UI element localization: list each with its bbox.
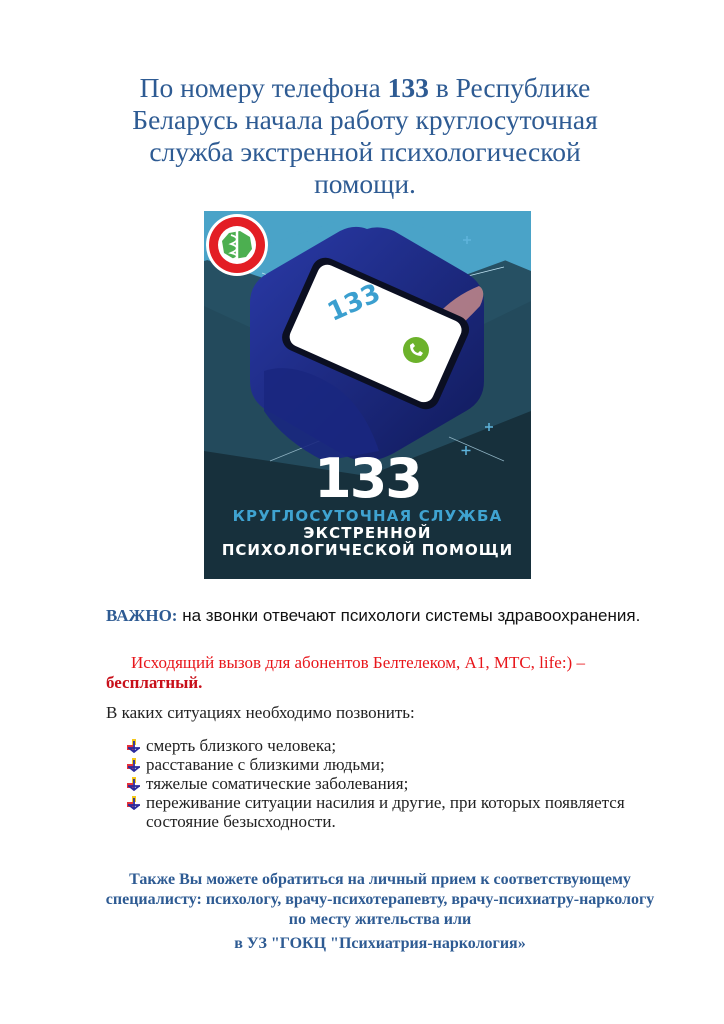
poster-line-1: КРУГЛОСУТОЧНАЯ СЛУЖБА (232, 507, 503, 525)
poster-big-number: 133 (314, 447, 421, 510)
page-title (110, 72, 620, 200)
title-text-end: в Республике Беларусь начала работу круглосуточная служба экстренной психологической помощи. (132, 72, 598, 199)
arrow-down-bullet-icon (126, 796, 142, 810)
important-text: на звонки отвечают психологи системы здравоохранения. (177, 606, 641, 625)
list-item: тяжелые соматические заболевания; (124, 774, 684, 793)
title-text-start: По номеру телефона (139, 72, 388, 103)
footer-line-2: в УЗ "ГОКЦ "Психиатрия-наркология» (234, 935, 526, 952)
free-call-note (106, 653, 666, 693)
hotline-poster (204, 211, 531, 579)
footer-note (100, 870, 660, 954)
list-item: расставание с близкими людьми; (124, 755, 684, 774)
free-call-emphasis: бесплатный. (106, 673, 203, 692)
phone-screen-number: 133 (323, 278, 386, 328)
footer-line-1: Также Вы можете обратиться на личный прием к соответствующему специалисту: психологу, врачу-психотерапевту, врачу-психиатру-наркологу по месту жительства или (105, 871, 655, 928)
call-button-graphic (403, 337, 429, 363)
poster-line-3: ПСИХОЛОГИЧЕСКОЙ ПОМОЩИ (221, 541, 514, 559)
title-phone-number: 133 (387, 72, 429, 103)
arrow-down-bullet-icon (126, 739, 142, 753)
situations-heading: В каких ситуациях необходимо позвонить: (106, 703, 415, 722)
poster-line-2: ЭКСТРЕННОЙ (303, 524, 432, 542)
list-item: переживание ситуации насилия и другие, при которых появляется состояние безысходности. (124, 793, 684, 831)
arrow-down-bullet-icon (126, 777, 142, 791)
free-call-text: Исходящий вызов для абонентов Белтелеком, А1, МТС, life:) – (131, 653, 585, 672)
important-note (106, 606, 640, 626)
important-label: ВАЖНО: (106, 606, 178, 625)
situations-list (124, 736, 684, 831)
list-item: смерть близкого человека; (124, 736, 684, 755)
arrow-down-bullet-icon (126, 758, 142, 772)
ministry-logo-icon (206, 214, 268, 276)
